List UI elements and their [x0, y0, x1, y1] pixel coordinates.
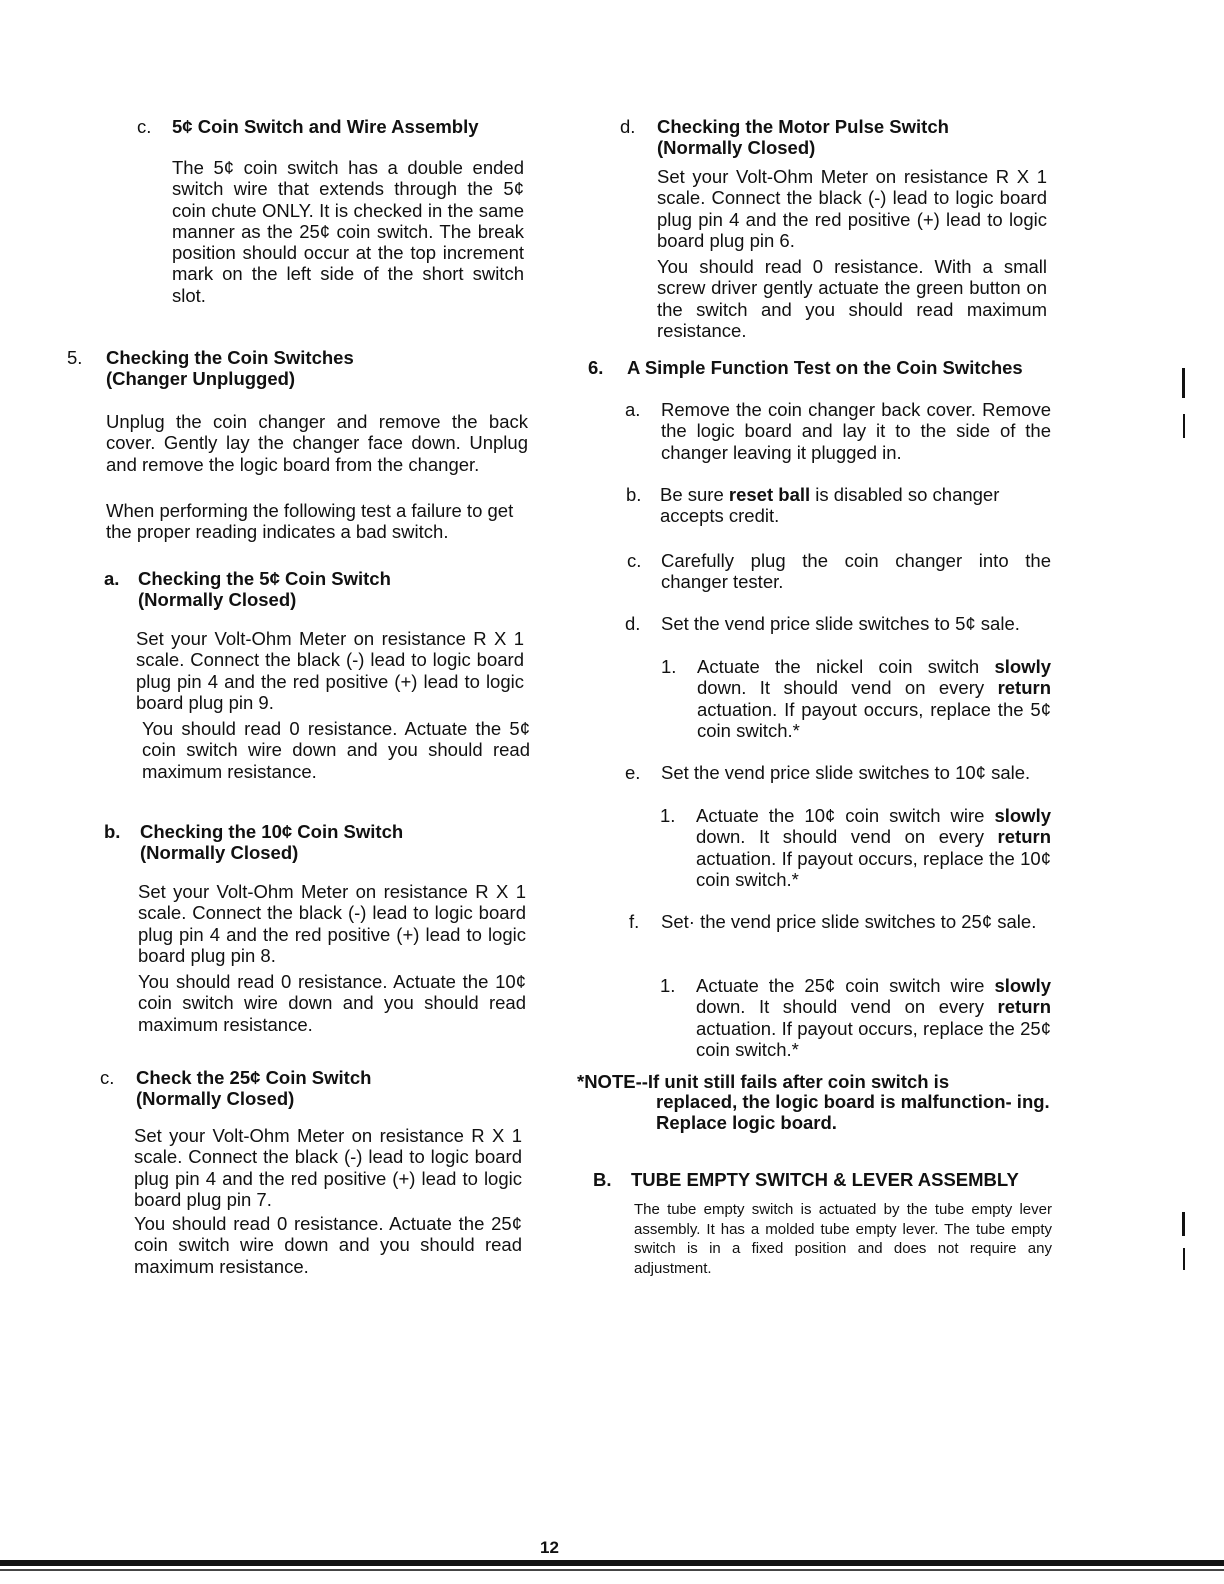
- item-6f1-text1: Actuate the 25¢ coin switch wire: [696, 975, 985, 996]
- item-6f1-text3: actuation. If payout occurs, replace the 25¢ coin switch.*: [696, 1017, 1051, 1060]
- item-6b-text1: Be sure: [660, 484, 724, 505]
- section-5-title-line2: (Changer Unplugged): [106, 368, 296, 389]
- item-d-title: [657, 116, 1057, 158]
- item-6f1-body: [696, 975, 1051, 1060]
- item-b-title-line2: (Normally Closed): [140, 842, 299, 863]
- section-B-body: The tube empty switch is actuated by the tube empty lever assembly. It has a molded tube empty lever. The tube empty switch is in a fixed position and does not require any adjustment.: [634, 1201, 1052, 1277]
- item-d-title-line1: Checking the Motor Pulse Switch: [657, 116, 949, 137]
- item-6e1-body: [696, 805, 1051, 890]
- item-6f1-bold1: slowly: [994, 975, 1052, 996]
- item-a-title-line1: Checking the 5¢ Coin Switch: [138, 568, 391, 589]
- item-b-title: [140, 821, 520, 863]
- section-6-title: A Simple Function Test on the Coin Switches: [627, 357, 1023, 378]
- page-number: 12: [540, 1538, 559, 1557]
- item-6b-text2: is disabled so changer accepts credit.: [660, 484, 1000, 527]
- item-6e1-marker: 1.: [660, 805, 676, 826]
- footer-rule-thin: [0, 1569, 1224, 1571]
- section-5-body1: Unplug the coin changer and remove the back cover. Gently lay the changer face down. Unplug and remove the logic board from the changer.: [106, 411, 528, 475]
- item-c2-title-line2: (Normally Closed): [136, 1088, 295, 1109]
- item-a-body1: Set your Volt-Ohm Meter on resistance R X 1 scale. Connect the black (-) lead to logic board plug pin 4 and the red positive (+) lead to logic board plug pin 9.: [136, 628, 524, 713]
- item-6f-marker: f.: [629, 911, 640, 932]
- item-6e1-text3: actuation. If payout occurs, replace the 10¢ coin switch.*: [696, 847, 1051, 890]
- item-c2-marker: c.: [100, 1067, 115, 1088]
- item-6b-body: [660, 484, 1050, 527]
- section-6-number: 6.: [588, 357, 604, 378]
- item-6a-marker: a.: [625, 399, 641, 420]
- item-6c-body: Carefully plug the coin changer into the changer tester.: [661, 550, 1051, 593]
- item-c2-title: [136, 1067, 516, 1109]
- note-rest: replaced, the logic board is malfunction- ing. Replace logic board.: [656, 1091, 1050, 1133]
- item-6e1-bold1: slowly: [994, 805, 1052, 826]
- item-6e1-text2: down. It should vend on every: [696, 826, 984, 848]
- item-c2-body2: You should read 0 resistance. Actuate the 25¢ coin switch wire down and you should read maximum resistance.: [134, 1213, 522, 1277]
- item-d-title-line2: (Normally Closed): [657, 137, 816, 158]
- scan-edge-mark-4: [1183, 1248, 1185, 1270]
- section-B-title: TUBE EMPTY SWITCH & LEVER ASSEMBLY: [631, 1169, 1019, 1190]
- note-line1: *NOTE--If unit still fails after coin switch is: [577, 1071, 950, 1092]
- item-6f-body: Set· the vend price slide switches to 25¢ sale.: [661, 911, 1037, 932]
- item-b-body1: Set your Volt-Ohm Meter on resistance R X 1 scale. Connect the black (-) lead to logic board plug pin 4 and the red positive (+) lead to logic board plug pin 8.: [138, 881, 526, 966]
- item-6d1-bold2: return: [997, 677, 1052, 699]
- item-6f1-marker: 1.: [660, 975, 676, 996]
- section-5-title-line1: Checking the Coin Switches: [106, 347, 354, 368]
- section-5-number: 5.: [67, 347, 83, 368]
- section-B-marker: B.: [593, 1169, 612, 1190]
- item-6e1-text1: Actuate the 10¢ coin switch wire: [696, 805, 985, 826]
- item-6c-marker: c.: [627, 550, 642, 571]
- item-6d-body: Set the vend price slide switches to 5¢ sale.: [661, 613, 1020, 634]
- item-6f1-bold2: return: [997, 996, 1051, 1018]
- scan-edge-mark-1: [1182, 368, 1185, 398]
- item-6d1-marker: 1.: [661, 656, 677, 677]
- item-c2-title-line1: Check the 25¢ Coin Switch: [136, 1067, 372, 1088]
- item-c-title: 5¢ Coin Switch and Wire Assembly: [172, 116, 479, 137]
- item-b-marker: b.: [104, 821, 121, 842]
- item-d-body1: Set your Volt-Ohm Meter on resistance R X 1 scale. Connect the black (-) lead to logic board plug pin 4 and the red positive (+) lead to logic board plug pin 6.: [657, 166, 1047, 251]
- section-5-body2: When performing the following test a failure to get the proper reading indicates a bad switch.: [106, 500, 514, 543]
- item-a-marker: a.: [104, 568, 120, 589]
- item-a-title-line2: (Normally Closed): [138, 589, 297, 610]
- item-c-marker: c.: [137, 116, 152, 137]
- item-d-marker: d.: [620, 116, 636, 137]
- item-b-body2: You should read 0 resistance. Actuate the 10¢ coin switch wire down and you should read maximum resistance.: [138, 971, 526, 1035]
- scan-edge-mark-3: [1182, 1212, 1185, 1236]
- item-6d-marker: d.: [625, 613, 641, 634]
- item-6d1-text1: Actuate the nickel coin switch: [697, 656, 980, 677]
- item-d-body2: You should read 0 resistance. With a small screw driver gently actuate the green button on the switch and you should read maximum resistance.: [657, 256, 1047, 341]
- item-6e1-bold2: return: [997, 826, 1051, 848]
- item-6e-marker: e.: [625, 762, 641, 783]
- footer-rule: [0, 1560, 1224, 1566]
- item-6b-bold: reset ball: [728, 484, 811, 505]
- item-6e-body: Set the vend price slide switches to 10¢ sale.: [661, 762, 1031, 783]
- item-6b-marker: b.: [626, 484, 642, 505]
- item-c-body: The 5¢ coin switch has a double ended switch wire that extends through the 5¢ coin chute ONLY. It is checked in the same manner as the 25¢ coin switch. The break position should occur at the top increment mark on the left side of the short switch slot.: [172, 157, 524, 306]
- item-b-title-line1: Checking the 10¢ Coin Switch: [140, 821, 404, 842]
- item-6a-body: Remove the coin changer back cover. Remove the logic board and lay it to the side of the changer leaving it plugged in.: [661, 399, 1051, 463]
- item-c2-body1: Set your Volt-Ohm Meter on resistance R X 1 scale. Connect the black (-) lead to logic board plug pin 4 and the red positive (+) lead to logic board plug pin 7.: [134, 1125, 522, 1210]
- section-5-title: [106, 347, 526, 389]
- item-6d1-body: [697, 656, 1051, 741]
- item-6f1-text2: down. It should vend on every: [696, 996, 984, 1018]
- item-a-body2: You should read 0 resistance. Actuate the 5¢ coin switch wire down and you should read maximum resistance.: [142, 718, 530, 782]
- item-6d1-text2: down. It should vend on every: [697, 677, 985, 699]
- item-6d1-bold1: slowly: [994, 656, 1052, 677]
- item-6d1-text3: actuation. If payout occurs, replace the 5¢ coin switch.*: [697, 698, 1051, 741]
- item-a-title: [138, 568, 518, 610]
- scan-edge-mark-2: [1183, 414, 1185, 438]
